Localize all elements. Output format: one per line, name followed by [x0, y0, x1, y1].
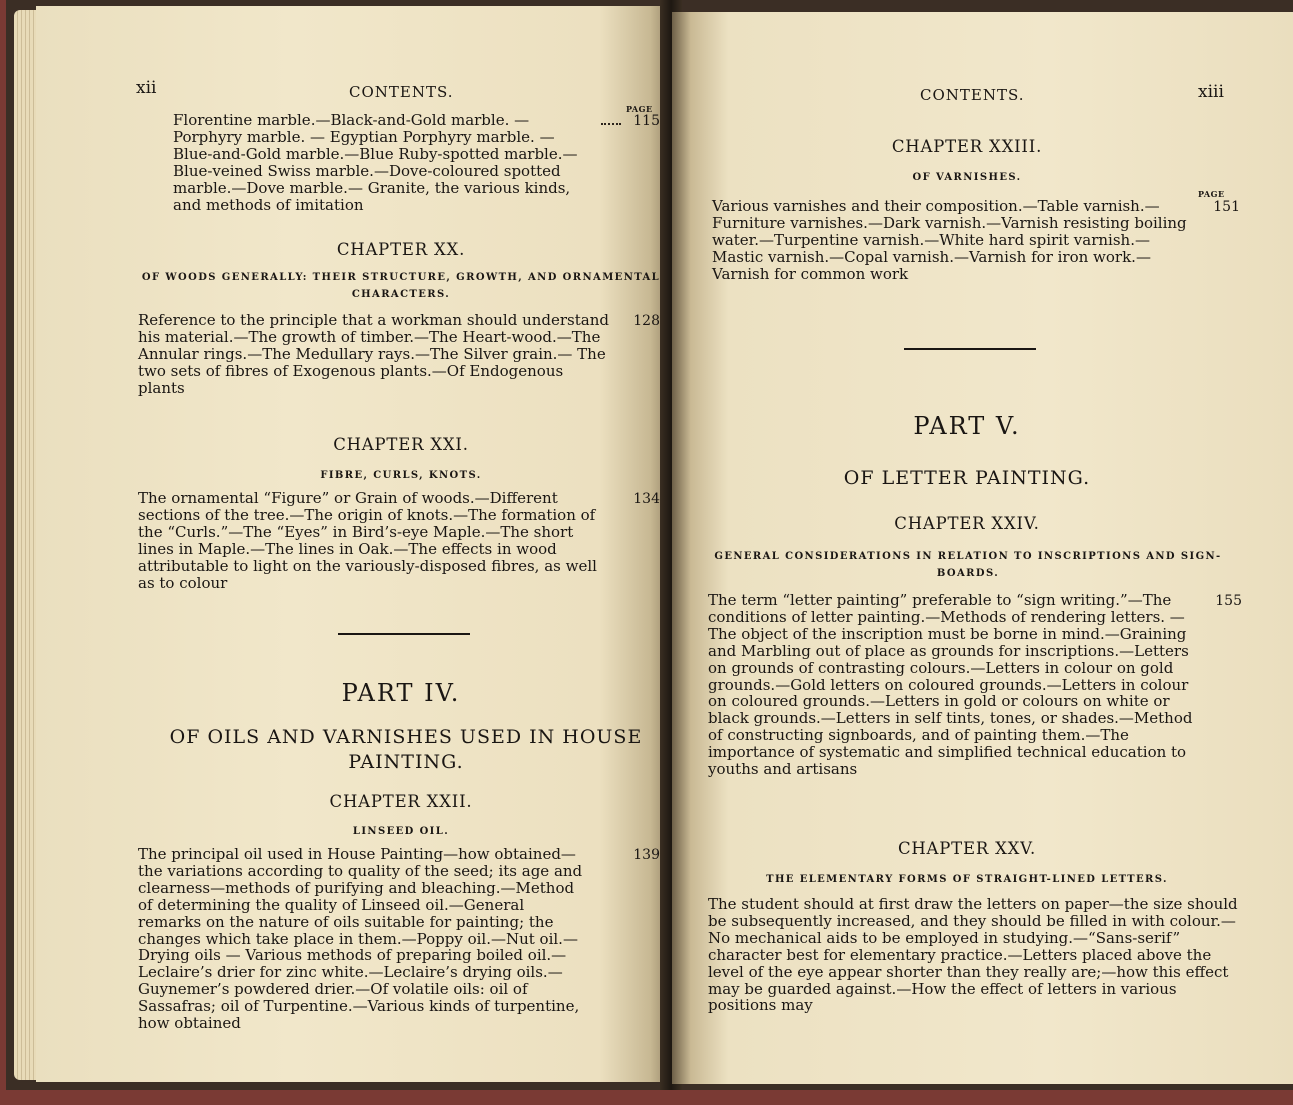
- right-folio: xiii: [1198, 82, 1224, 102]
- section-rule: [338, 633, 470, 635]
- left-running-head: CONTENTS.: [349, 83, 454, 101]
- chapter-heading: CHAPTER XXIII.: [891, 137, 1043, 156]
- chapter-subheading: FIBRE, CURLS, KNOTS.: [320, 470, 482, 481]
- page-number: 128: [633, 313, 660, 329]
- chapter-entry: [708, 896, 1242, 1014]
- page-number: 155: [1215, 593, 1242, 609]
- page-number: 151: [1213, 199, 1240, 215]
- chapter-heading: CHAPTER XXII.: [329, 792, 473, 811]
- chapter-subheading: GENERAL CONSIDERATIONS IN RELATION TO INSCRIPTIONS AND SIGN-BOARDS.: [714, 551, 1222, 579]
- continuation-text: Florentine marble.—Black-and-Gold marble. — Porphyry marble. — Egyptian Porphyry marble. — Blue-and-Gold marble.—Blue Ruby-spotted marble.—Blue-veined Swiss marble.—Dove-coloured spotted marble.—Dove marble.— Granite, the various kinds, and methods of imitation: [173, 111, 578, 214]
- chapter-entry: [708, 592, 1242, 778]
- entry-text: The principal oil used in House Painting—how obtained—the variations according to quality of the seed; its age and clearness—methods of purifying and bleaching.—Method of determining the quality of Linseed oil.—General remarks on the nature of oils suitable for painting; the changes which take place in them.—Poppy oil.—Nut oil.—Drying oils — Various methods of preparing boiled oil.—Leclaire’s drier for zinc white.—Leclaire’s drying oils.—Guynemer’s powdered drier.—Of volatile oils: oil of Sassafras; oil of Turpentine.—Various kinds of turpentine, how obtained: [138, 845, 583, 1033]
- entry-text: The student should at first draw the letters on paper—the size should be subsequently increased, and they should be filled in with colour.—No mechanical aids to be employed in studying.—“Sans-serif” character best for elementary practice.—Letters placed above the level of the eye appear shorter than they really are;—how this effect may be guarded against.—How the effect of letters in various positions may: [708, 895, 1238, 1015]
- entry-text: Reference to the principle that a workman should understand his material.—The growth of timber.—The Heart-wood.—The Annular rings.—The Medullary rays.—The Silver grain.— The two sets of fibres of Exogenous plants.—Of Endogenous plants: [138, 311, 609, 397]
- part-title: OF OILS AND VARNISHES USED IN HOUSE PAINTING.: [169, 726, 643, 773]
- chapter-entry: [138, 490, 660, 591]
- left-page: [36, 6, 676, 1082]
- chapter-heading: CHAPTER XXV.: [897, 839, 1037, 858]
- continuation-entry: [173, 112, 660, 213]
- chapter-heading: CHAPTER XXIV.: [894, 514, 1040, 533]
- chapter-entry: [712, 198, 1240, 283]
- section-rule: [904, 348, 1036, 350]
- part-heading: PART IV.: [341, 679, 461, 707]
- part-heading: PART V.: [913, 412, 1021, 440]
- chapter-subheading: THE ELEMENTARY FORMS OF STRAIGHT-LINED LETTERS.: [766, 874, 1168, 885]
- page-number: 134: [633, 491, 660, 507]
- page-number: 139: [633, 847, 660, 863]
- chapter-heading: CHAPTER XXI.: [333, 435, 469, 454]
- chapter-subheading: LINSEED OIL.: [352, 826, 450, 837]
- chapter-heading: CHAPTER XX.: [336, 240, 466, 259]
- right-running-head: CONTENTS.: [920, 86, 1025, 104]
- right-page-label: PAGE: [1198, 189, 1225, 199]
- entry-text: The term “letter painting” preferable to “sign writing.”—The conditions of letter painting.—Methods of rendering letters. —The object of the inscription must be borne in mind.—Graining and Marbling out of place as grounds for inscriptions.—Letters on grounds of contrasting colours.—Letters in colour on gold grounds.—Gold letters on coloured grounds.—Letters in colour on coloured grounds.—Letters in gold or colours on white or black grounds.—Letters in self tints, tones, or shades.—Method of constructing signboards, and of painting them.—The importance of systematic and simplified technical education to youths and artisans: [708, 591, 1193, 779]
- entry-text: The ornamental “Figure” or Grain of woods.—Different sections of the tree.—The origin of knots.—The formation of the “Curls.”—The “Eyes” in Bird’s-eye Maple.—The short lines in Maple.—The lines in Oak.—The effects in wood attributable to light on the variously-disposed fibres, as well as to colour: [138, 489, 597, 592]
- part-title: OF LETTER PAINTING.: [843, 467, 1091, 489]
- right-page: [672, 12, 1293, 1084]
- entry-text: Various varnishes and their composition.—Table varnish.—Furniture varnishes.—Dark varnish.—Varnish resisting boiling water.—Turpentine varnish.—White hard spirit varnish.—Mastic varnish.—Copal varnish.—Varnish for iron work.—Varnish for common work: [712, 197, 1187, 283]
- chapter-subheading: OF VARNISHES.: [912, 172, 1022, 183]
- left-folio: xii: [136, 78, 157, 98]
- open-book: [6, 0, 1293, 1090]
- chapter-subheading: OF WOODS GENERALLY: THEIR STRUCTURE, GROWTH, AND ORNAMENTAL CHARACTERS.: [141, 272, 661, 300]
- chapter-entry: [138, 312, 660, 397]
- page-number: 115: [633, 113, 660, 129]
- left-page-label: PAGE: [626, 104, 653, 114]
- chapter-entry: [138, 846, 660, 1032]
